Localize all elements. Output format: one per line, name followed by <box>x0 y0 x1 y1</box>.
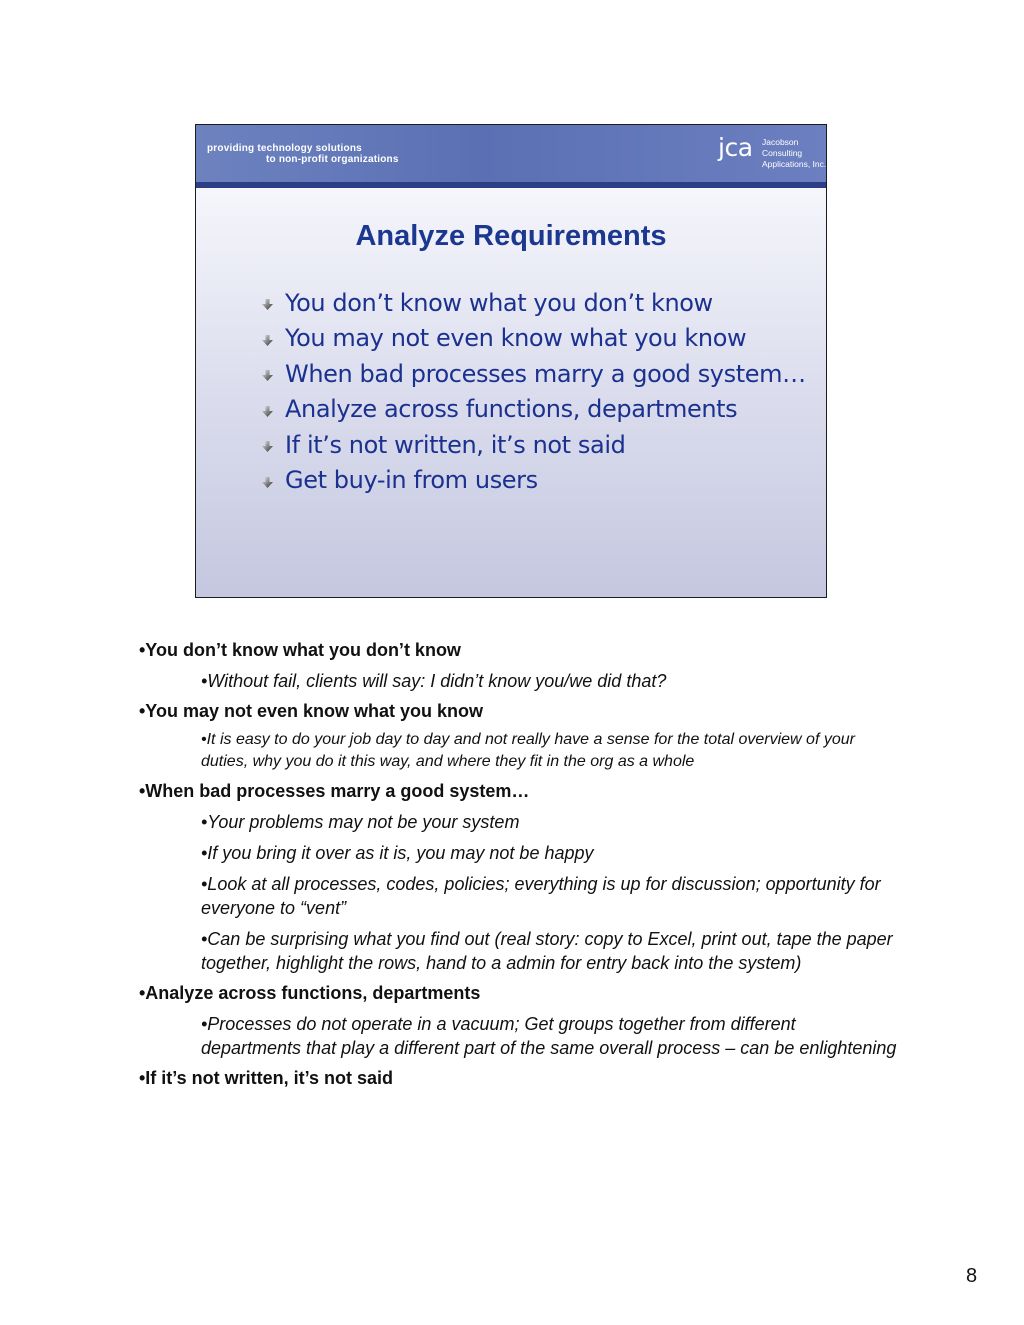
page-number: 8 <box>966 1265 978 1287</box>
note-heading: •You may not even know what you know <box>139 701 484 721</box>
note-heading: •If it’s not written, it’s not said <box>139 1068 393 1088</box>
arrow-down-icon <box>262 333 273 344</box>
slide-bullet-item <box>262 427 806 463</box>
slide-bullet-text: If it’s not written, it’s not said <box>285 430 626 459</box>
slide-bullet-item <box>262 356 806 392</box>
slide-banner <box>196 125 826 182</box>
note-detail: •Processes do not operate in a vacuum; Get groups together from different departments that play a different part of the same overall process – can be enlightening <box>201 1014 897 1058</box>
note-detail: •It is easy to do your job day to day and not really have a sense for the total overview of your duties, why you do it this way, and where they fit in the org as a whole <box>201 731 855 770</box>
note-heading: •Analyze across functions, departments <box>139 983 481 1003</box>
slide-thumbnail <box>195 124 827 598</box>
note-detail: •If you bring it over as it is, you may not be happy <box>201 843 594 863</box>
speaker-notes <box>139 638 899 1090</box>
logo-line: Applications, Inc. <box>762 159 827 169</box>
slide-bullet-text: Get buy-in from users <box>285 466 538 495</box>
arrow-down-icon <box>262 439 273 450</box>
banner-divider <box>196 182 826 188</box>
note-detail: •Your problems may not be your system <box>201 812 520 832</box>
note-heading: •When bad processes marry a good system… <box>139 781 530 801</box>
note-detail: •Without fail, clients will say: I didn’t know you/we did that? <box>201 671 667 691</box>
slide-bullet-item <box>262 321 806 357</box>
slide-bullet-item <box>262 285 806 321</box>
arrow-down-icon <box>262 297 273 308</box>
note-heading: •You don’t know what you don’t know <box>139 640 461 660</box>
slide-bullet-list <box>262 285 806 498</box>
logo-line: Consulting <box>762 148 803 158</box>
tagline-line1: providing technology solutions <box>207 143 362 154</box>
arrow-down-icon <box>262 368 273 379</box>
logo-line: Jacobson <box>762 137 799 147</box>
slide-bullet-text: You don’t know what you don’t know <box>285 288 713 317</box>
slide-title: Analyze Requirements <box>355 220 667 252</box>
jca-logo: jca <box>718 133 753 162</box>
slide-bullet-text: When bad processes marry a good system… <box>285 359 806 388</box>
slide-bullet-text: Analyze across functions, departments <box>285 395 738 424</box>
slide-bullet-item <box>262 463 806 499</box>
tagline-line2: to non-profit organizations <box>266 154 399 165</box>
logo-company-name <box>762 137 826 170</box>
note-detail: •Can be surprising what you find out (real story: copy to Excel, print out, tape the paper together, highlight the rows, hand to a admin for entry back into the system) <box>201 929 893 973</box>
slide-bullet-text: You may not even know what you know <box>285 324 747 353</box>
arrow-down-icon <box>262 475 273 486</box>
slide-bullet-item <box>262 392 806 428</box>
note-detail: •Look at all processes, codes, policies; everything is up for discussion; opportunity for everyone to “vent” <box>201 874 881 918</box>
arrow-down-icon <box>262 404 273 415</box>
